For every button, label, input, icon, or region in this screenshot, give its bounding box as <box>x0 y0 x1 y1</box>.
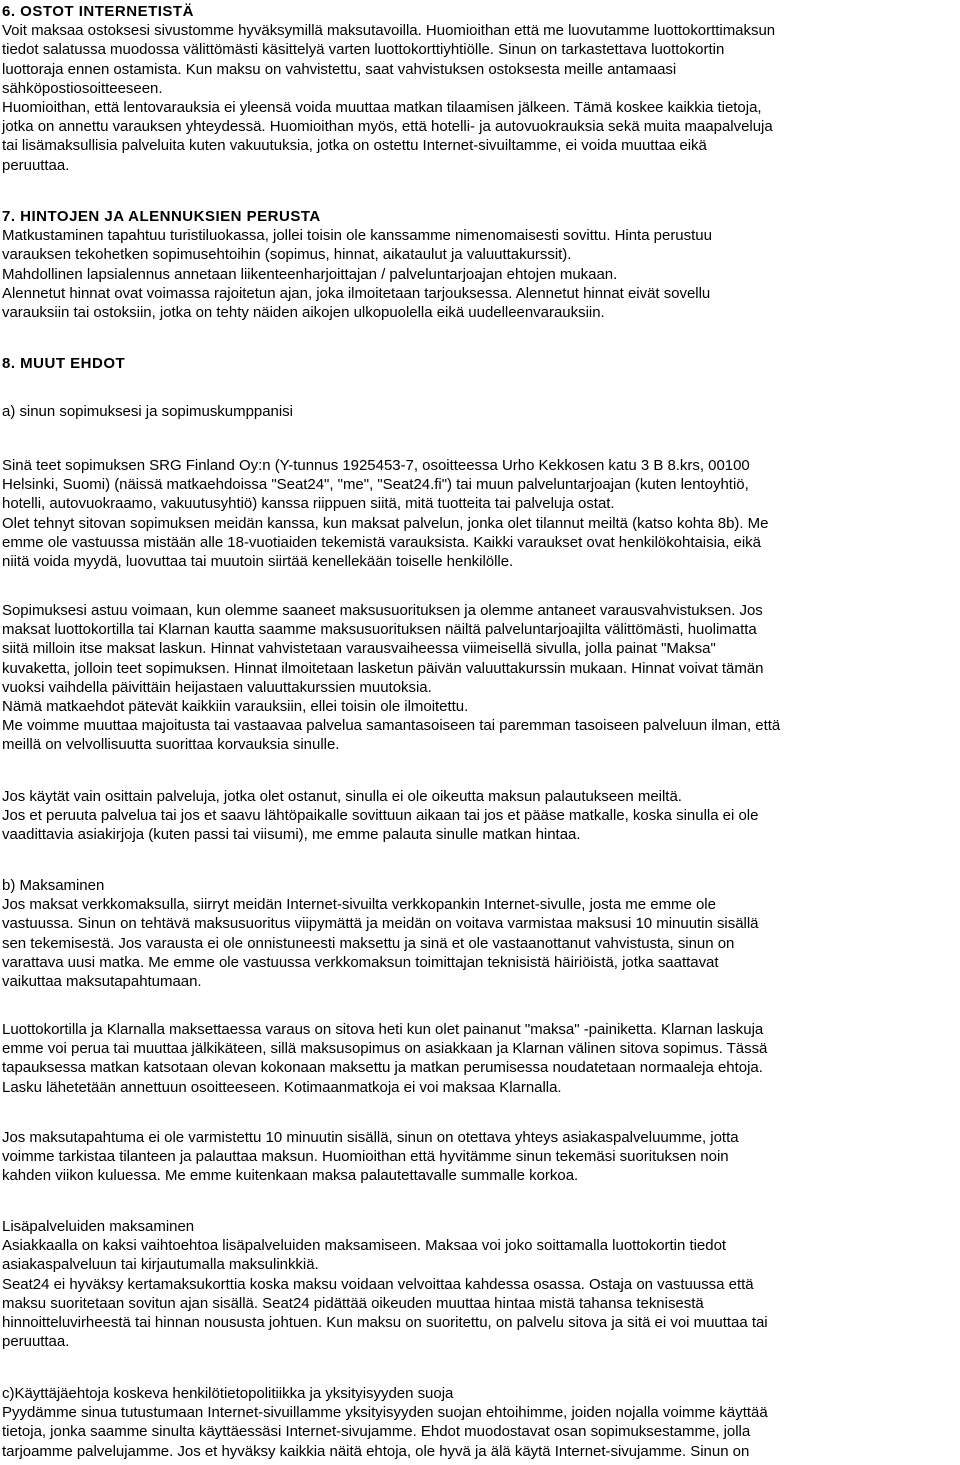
text-line: sen tekemisestä. Jos varausta ei ole onnistuneesti maksettu ja sinä et ole vastaanottanut vahvistusta, sinun on <box>2 934 735 952</box>
text-line: Olet tehnyt sitovan sopimuksen meidän kanssa, kun maksat palvelun, jonka olet tilannut meiltä (katso kohta 8b). Me <box>2 514 769 532</box>
paragraph-agreement-effect <box>2 601 952 755</box>
text-line: meillä on velvollisuutta suorittaa korvauksia sinulle. <box>2 736 340 754</box>
text-line: siitä milloin itse maksat laskun. Hinnat vahvistetaan varausvaiheessa viimeisellä sivulla, jolla painat "Maksa" <box>2 640 716 658</box>
text-line: tarjoamme palvelujamme. Jos et hyväksy kaikkia näitä ehtoja, ole hyvä ja älä käytä Internet-sivujamme. Sinun on <box>2 1442 750 1460</box>
text-line: tai lisämaksullisia palveluita kuten vakuutuksia, jotka on ostettu Internet-sivuiltamme, ei voida muuttaa eikä <box>2 137 707 155</box>
text-line: Asiakkaalla on kaksi vaihtoehtoa lisäpalveluiden maksamiseen. Maksaa voi joko soittamalla luottokortin tiedot <box>2 1237 727 1255</box>
text-line: jotka on annettu varauksen yhteydessä. Huomioithan myös, että hotelli- ja autovuokrauksia sekä muita maapalveluja <box>2 118 773 136</box>
text-line: Jos maksutapahtuma ei ole varmistettu 10 minuutin sisällä, sinun on otettava yhteys asiakaspalveluumme, jotta <box>2 1129 739 1146</box>
subsection-b-title: b) Maksaminen <box>2 877 105 894</box>
text-line: Jos käytät vain osittain palveluja, jotka olet ostanut, sinulla ei ole oikeutta maksun palautukseen meiltä. <box>2 788 682 805</box>
text-line: hotelli, autovuokraamo, vakuutusyhtiö) kanssa riippuen siitä, mitä tuotteita tai palveluja ostat. <box>2 495 615 513</box>
text-line: vastuussa. Sinun on tehtävä maksusuoritus viipymättä ja meidän on voitava varmistaa maksusi 10 minuutin sisällä <box>2 915 759 933</box>
subsection-b <box>2 876 952 991</box>
text-line: Alennetut hinnat ovat voimassa rajoitetun ajan, joka ilmoitetaan tarjouksessa. Alennetut hinnat eivät sovellu <box>2 284 711 302</box>
text-line: asiakaspalveluun tai kirjautumalla maksulinkkiä. <box>2 1256 319 1274</box>
text-line: Pyydämme sinua tutustumaan Internet-sivuillamme yksityisyyden suojan ehtoihimme, joiden nojalla voimme käyttää <box>2 1404 768 1422</box>
text-line: Nämä matkaehdot pätevät kaikkiin varauksiin, ellei toisin ole ilmoitettu. <box>2 698 469 716</box>
text-line: peruuttaa. <box>2 156 70 174</box>
text-line: Helsinki, Suomi) (näissä matkaehdoissa "Seat24", "me", "Seat24.fi") tai muun palveluntarjoajan (kuten lentoyhtiö, <box>2 476 749 494</box>
paragraph-card-klarna <box>2 1020 952 1097</box>
text-line: voimme tarkistaa tilanteen ja palauttaa maksun. Huomioithan että hyvitämme sinun tekemäsi suorituksen noin <box>2 1148 729 1166</box>
text-line: tiedot salatussa muodossa välittömästi käsittelyä varten luottokorttiyhtiölle. Sinun on tarkastettava luottokortin <box>2 41 725 59</box>
text-line: Sopimuksesi astuu voimaan, kun olemme saaneet maksusuorituksen ja olemme antaneet varausvahvistuksen. Jos <box>2 602 763 619</box>
text-line: Luottokortilla ja Klarnalla maksettaessa varaus on sitova heti kun olet painanut "maksa" -painiketta. Klarnan laskuja <box>2 1021 764 1038</box>
text-line: Mahdollinen lapsialennus annetaan liikenteenharjoittajan / palveluntarjoajan ehtojen mukaan. <box>2 265 618 283</box>
text-line: Seat24 ei hyväksy kertamaksukorttia koska maksu voidaan velvoittaa kahdessa osassa. Ostaja on vastuussa että <box>2 1275 754 1293</box>
subsection-extra-services <box>2 1217 952 1351</box>
text-line: kahden viikon kuluessa. Me emme kuitenkaan maksa palautettavalle summalle korkoa. <box>2 1167 579 1185</box>
subsection-a-title: a) sinun sopimuksesi ja sopimuskumppanisi <box>2 403 293 420</box>
text-line: maksu suoritetaan sovitun ajan sisällä. Seat24 pidättää oikeuden muuttaa hintaa mistä tahansa teknisestä <box>2 1294 704 1312</box>
text-line: varauksiin tai ostoksiin, jotka on tehty näiden aikojen ulkopuolella eikä uudelleenvarauksiin. <box>2 304 605 322</box>
text-line: tietoja, jonka saamme sinulta käyttäessäsi Internet-sivujamme. Ehdot muodostavat osan sopimuksestamme, jolla <box>2 1423 751 1441</box>
paragraph-contract <box>2 456 952 571</box>
text-line: luottoraja ennen ostamista. Kun maksu on vahvistettu, saat vahvistuksen ostoksesta meille antamaasi <box>2 60 677 78</box>
text-line: niitä voida myydä, luovuttaa tai muutoin siirtää kenellekään toiselle henkilölle. <box>2 553 514 571</box>
subsection-c <box>2 1384 952 1461</box>
text-line: tapauksessa matkan katsotaan olevan kokonaan maksettu ja matkan perumisessa noudatetaan normaaleja ehtoja. <box>2 1059 763 1077</box>
text-line: varauksen tekohetken sopimusehtoihin (sopimus, hinnat, aikataulut ja valuuttakurssit). <box>2 246 572 264</box>
section-8-heading-block <box>2 354 952 373</box>
text-line: Jos maksat verkkomaksulla, siirryt meidän Internet-sivuilta verkkopankin Internet-sivulle, josta me emme ole <box>2 896 716 914</box>
section-8-heading: 8. MUUT EHDOT <box>2 355 126 372</box>
text-line: emme ole vastuussa mistään alle 18-vuotiaiden tekemistä varauksista. Kaikki varaukset ovat henkilökohtaisia, eikä <box>2 533 761 551</box>
section-7 <box>2 207 952 322</box>
text-line: sähköpostiosoitteeseen. <box>2 79 163 97</box>
subsection-a-title-block <box>2 402 952 421</box>
text-line: varattava uusi matka. Me emme ole vastuussa verkkomaksun toimittajan teknisistä häiriöistä, jotka saattavat <box>2 953 719 971</box>
text-line: vaadittavia asiakirjoja (kuten passi tai viisumi), me emme palauta sinulle matkan hintaa. <box>2 826 581 844</box>
paragraph-partial-use <box>2 787 952 845</box>
text-line: emme voi perua tai muuttaa jälkikäteen, sillä maksusopimus on asiakkaan ja Klarnan välinen sitova sopimus. Tässä <box>2 1040 768 1058</box>
text-line: kuvaketta, jolloin teet sopimuksen. Hinnat ilmoitetaan lasketun päivän valuuttakurssin mukaan. Hinnat voivat tämän <box>2 659 764 677</box>
text-line: Me voimme muuttaa majoitusta tai vastaavaa palvelua samantasoiseen tai paremman tasoiseen palveluun ilman, että <box>2 717 781 735</box>
section-6 <box>2 2 952 175</box>
section-6-heading: 6. OSTOT INTERNETISTÄ <box>2 3 194 20</box>
text-line: peruuttaa. <box>2 1333 70 1351</box>
section-7-heading: 7. HINTOJEN JA ALENNUKSIEN PERUSTA <box>2 208 321 225</box>
text-line: Matkustaminen tapahtuu turistiluokassa, jollei toisin ole kanssamme nimenomaisesti sovittu. Hinta perustuu <box>2 227 712 245</box>
text-line: hinnoitteluvirheestä tai hinnan noususta johtuen. Kun maksu on suoritettu, on palvelu sitova ja sitä ei voi muuttaa tai <box>2 1314 768 1332</box>
text-line: vaikuttaa maksutapahtumaan. <box>2 973 202 991</box>
text-line: Huomioithan, että lentovarauksia ei yleensä voida muuttaa matkan tilaamisen jälkeen. Tämä koskee kaikkia tietoja, <box>2 99 762 117</box>
text-line: Sinä teet sopimuksen SRG Finland Oy:n (Y-tunnus 1925453-7, osoitteessa Urho Kekkosen katu 3 B 8.krs, 00100 <box>2 457 750 474</box>
text-line: maksat luottokortilla tai Klarnan kautta saamme maksusuorituksen näiltä palveluntarjoajilta välittömästi, huolimatta <box>2 621 757 639</box>
text-line: Jos et peruuta palvelua tai jos et saavu lähtöpaikalle sovittuun aikaan tai jos et pääse matkalle, koska sinulla ei ole <box>2 807 759 825</box>
subsection-c-title: c)Käyttäjäehtoja koskeva henkilötietopolitiikka ja yksityisyyden suoja <box>2 1385 454 1402</box>
subsection-extra-services-title: Lisäpalveluiden maksaminen <box>2 1218 195 1235</box>
text-line: Lasku lähetetään annettuun osoitteeseen. Kotimaanmatkoja ei voi maksaa Klarnalla. <box>2 1078 562 1096</box>
paragraph-unconfirmed-payment <box>2 1128 952 1186</box>
text-line: Voit maksaa ostoksesi sivustomme hyväksymillä maksutavoilla. Huomioithan että me luovutamme luottokorttimaksun <box>2 22 776 40</box>
text-line: vuoksi vaihdella päivittäin heijastaen valuuttakurssien muutoksia. <box>2 678 432 696</box>
